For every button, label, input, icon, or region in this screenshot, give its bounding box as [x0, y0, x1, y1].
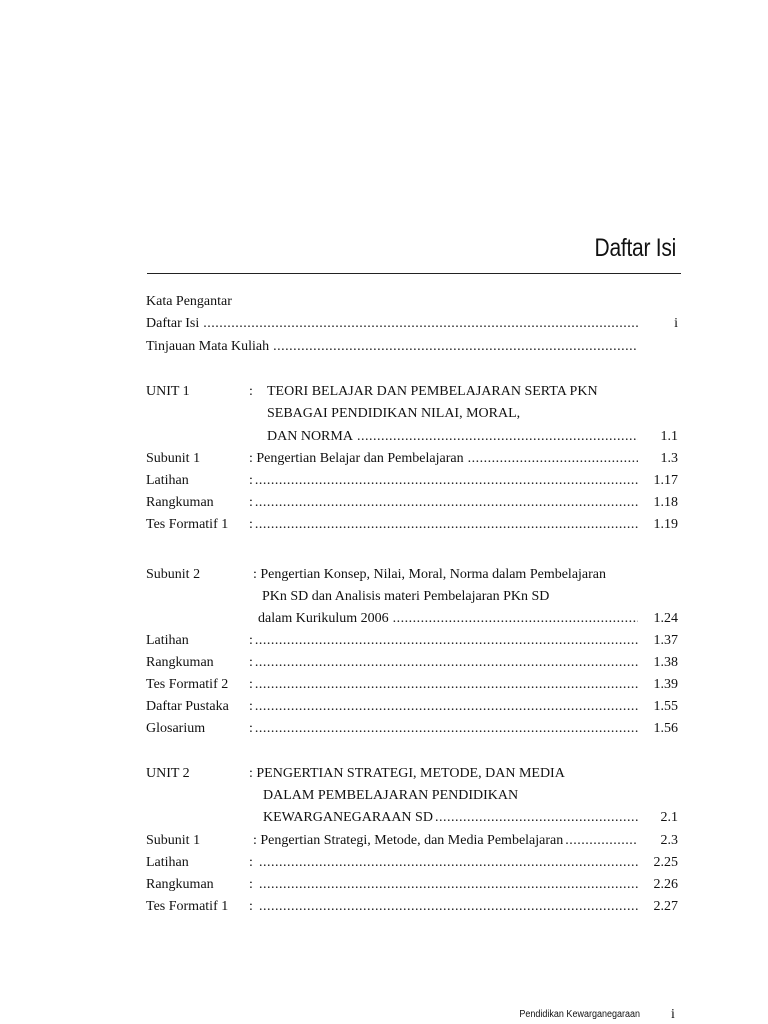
toc-title: : PENGERTIAN STRATEGI, METODE, DAN MEDIA: [249, 766, 565, 781]
toc-entry-latihan[interactable]: [146, 631, 678, 651]
toc-leader-dots: [259, 897, 638, 917]
toc-title: : Pengertian Belajar dan Pembelajaran: [249, 451, 464, 466]
toc-entry-subunit-1[interactable]: [146, 449, 678, 469]
toc-entry-kata-pengantar[interactable]: [146, 292, 678, 312]
toc-title: DAN NORMA: [267, 429, 353, 444]
toc-label: Tes Formatif 1: [146, 517, 229, 532]
toc-leader-dots: [203, 314, 638, 334]
footer-page-number: i: [671, 1007, 675, 1022]
toc-page-number: 1.1: [660, 429, 678, 444]
toc-label: Glosarium: [146, 721, 206, 736]
toc-leader-dots: [357, 427, 638, 447]
toc-leader-dots: [255, 493, 638, 513]
toc-separator: :: [249, 699, 253, 714]
toc-title: TEORI BELAJAR DAN PEMBELAJARAN SERTA PKN: [267, 384, 598, 399]
toc-title: KEWARGANEGARAAN SD: [263, 810, 433, 825]
toc-leader-dots: [255, 719, 638, 739]
toc-separator: :: [249, 721, 253, 736]
toc-label: Latihan: [146, 855, 189, 870]
toc-label: UNIT 1: [146, 384, 190, 399]
toc-separator: :: [249, 655, 253, 670]
toc-entry-unit-2-cont: [146, 786, 678, 806]
toc-label: Subunit 1: [146, 451, 201, 466]
toc-separator: :: [249, 633, 253, 648]
toc-title: : Pengertian Strategi, Metode, dan Media Pembelajaran: [253, 833, 564, 848]
toc-title: SEBAGAI PENDIDIKAN NILAI, MORAL,: [267, 406, 521, 421]
toc-label: Latihan: [146, 473, 189, 488]
toc-leader-dots: [393, 609, 638, 629]
toc-page-number: 2.26: [653, 877, 678, 892]
toc-leader-dots: [468, 449, 638, 469]
toc-label: Latihan: [146, 633, 189, 648]
toc-separator: :: [249, 384, 253, 399]
toc-leader-dots: [255, 697, 638, 717]
toc-label: Kata Pengantar: [146, 294, 232, 309]
toc-page-number: 2.25: [653, 855, 678, 870]
toc-label: Daftar Pustaka: [146, 699, 229, 714]
toc-separator: :: [249, 473, 253, 488]
toc-page-number: 1.39: [653, 677, 678, 692]
toc-entry-subunit-2-cont: [146, 609, 678, 629]
toc-leader-dots: [255, 471, 638, 491]
toc-entry-latihan[interactable]: [146, 471, 678, 491]
toc-entry-daftar-pustaka[interactable]: [146, 697, 678, 717]
toc-title: PKn SD dan Analisis materi Pembelajaran PKn SD: [262, 589, 550, 604]
toc-entry-rangkuman[interactable]: [146, 493, 678, 513]
toc-entry-unit-1-cont: [146, 427, 678, 447]
toc-leader-dots: [259, 853, 638, 873]
toc-entry-subunit-1[interactable]: [146, 831, 678, 851]
toc-entry-rangkuman[interactable]: [146, 653, 678, 673]
toc-page-number: 1.24: [653, 611, 678, 626]
toc-page-number: 1.18: [653, 495, 678, 510]
toc-separator: :: [249, 677, 253, 692]
toc-leader-dots: [255, 631, 638, 651]
toc-separator: :: [249, 899, 253, 914]
toc-label: Tes Formatif 2: [146, 677, 229, 692]
toc-label: Subunit 1: [146, 833, 201, 848]
toc-leader-dots: [565, 831, 638, 851]
toc-label: Subunit 2: [146, 567, 201, 582]
toc-label: UNIT 2: [146, 766, 190, 781]
toc-label: Daftar Isi: [146, 316, 200, 331]
toc-entry-latihan[interactable]: [146, 853, 678, 873]
toc-entry-tes-formatif-2[interactable]: [146, 675, 678, 695]
toc-page-number: 1.55: [653, 699, 678, 714]
toc-page-number: 2.27: [653, 899, 678, 914]
toc-separator: :: [249, 855, 253, 870]
toc-title: : Pengertian Konsep, Nilai, Moral, Norma dalam Pembelajaran: [253, 567, 607, 582]
toc-leader-dots: [255, 675, 638, 695]
toc-page-number: i: [674, 316, 678, 331]
toc-title: DALAM PEMBELAJARAN PENDIDIKAN: [263, 788, 519, 803]
toc-label: Rangkuman: [146, 877, 214, 892]
toc-page-number: 2.1: [660, 810, 678, 825]
toc-leader-dots: [255, 515, 638, 535]
toc-label: Tes Formatif 1: [146, 899, 229, 914]
toc-entry-daftar-isi[interactable]: [146, 314, 678, 334]
toc-page-number: 1.19: [653, 517, 678, 532]
toc-entry-subunit-2-cont: [146, 587, 678, 607]
toc-label: Rangkuman: [146, 495, 214, 510]
toc-leader-dots: [273, 337, 638, 357]
toc-entry-unit-1[interactable]: [146, 382, 678, 402]
toc-entry-unit-2-cont: [146, 808, 678, 828]
toc-leader-dots: [435, 808, 638, 828]
toc-entry-unit-1-cont: [146, 404, 678, 424]
toc-label: Rangkuman: [146, 655, 214, 670]
toc-separator: :: [249, 517, 253, 532]
heading-rule: [147, 273, 681, 274]
toc-entry-subunit-2[interactable]: [146, 565, 678, 585]
toc-leader-dots: [255, 653, 638, 673]
page-heading: Daftar Isi: [594, 234, 676, 262]
footer-course-name: Pendidikan Kewarganegaraan: [519, 1009, 640, 1020]
toc-entry-tinjauan[interactable]: [146, 337, 678, 357]
toc-page-number: 1.17: [653, 473, 678, 488]
toc-entry-tes-formatif-1[interactable]: [146, 897, 678, 917]
toc-entry-tes-formatif-1[interactable]: [146, 515, 678, 535]
toc-title: dalam Kurikulum 2006: [258, 611, 389, 626]
toc-entry-glosarium[interactable]: [146, 719, 678, 739]
toc-page-number: 2.3: [660, 833, 678, 848]
toc-page-number: 1.37: [653, 633, 678, 648]
toc-entry-rangkuman[interactable]: [146, 875, 678, 895]
toc-separator: :: [249, 495, 253, 510]
toc-label: Tinjauan Mata Kuliah: [146, 339, 270, 354]
toc-entry-unit-2[interactable]: [146, 764, 678, 784]
toc-leader-dots: [259, 875, 638, 895]
toc-page-number: 1.3: [660, 451, 678, 466]
toc-page-number: 1.56: [653, 721, 678, 736]
toc-page-number: 1.38: [653, 655, 678, 670]
toc-separator: :: [249, 877, 253, 892]
